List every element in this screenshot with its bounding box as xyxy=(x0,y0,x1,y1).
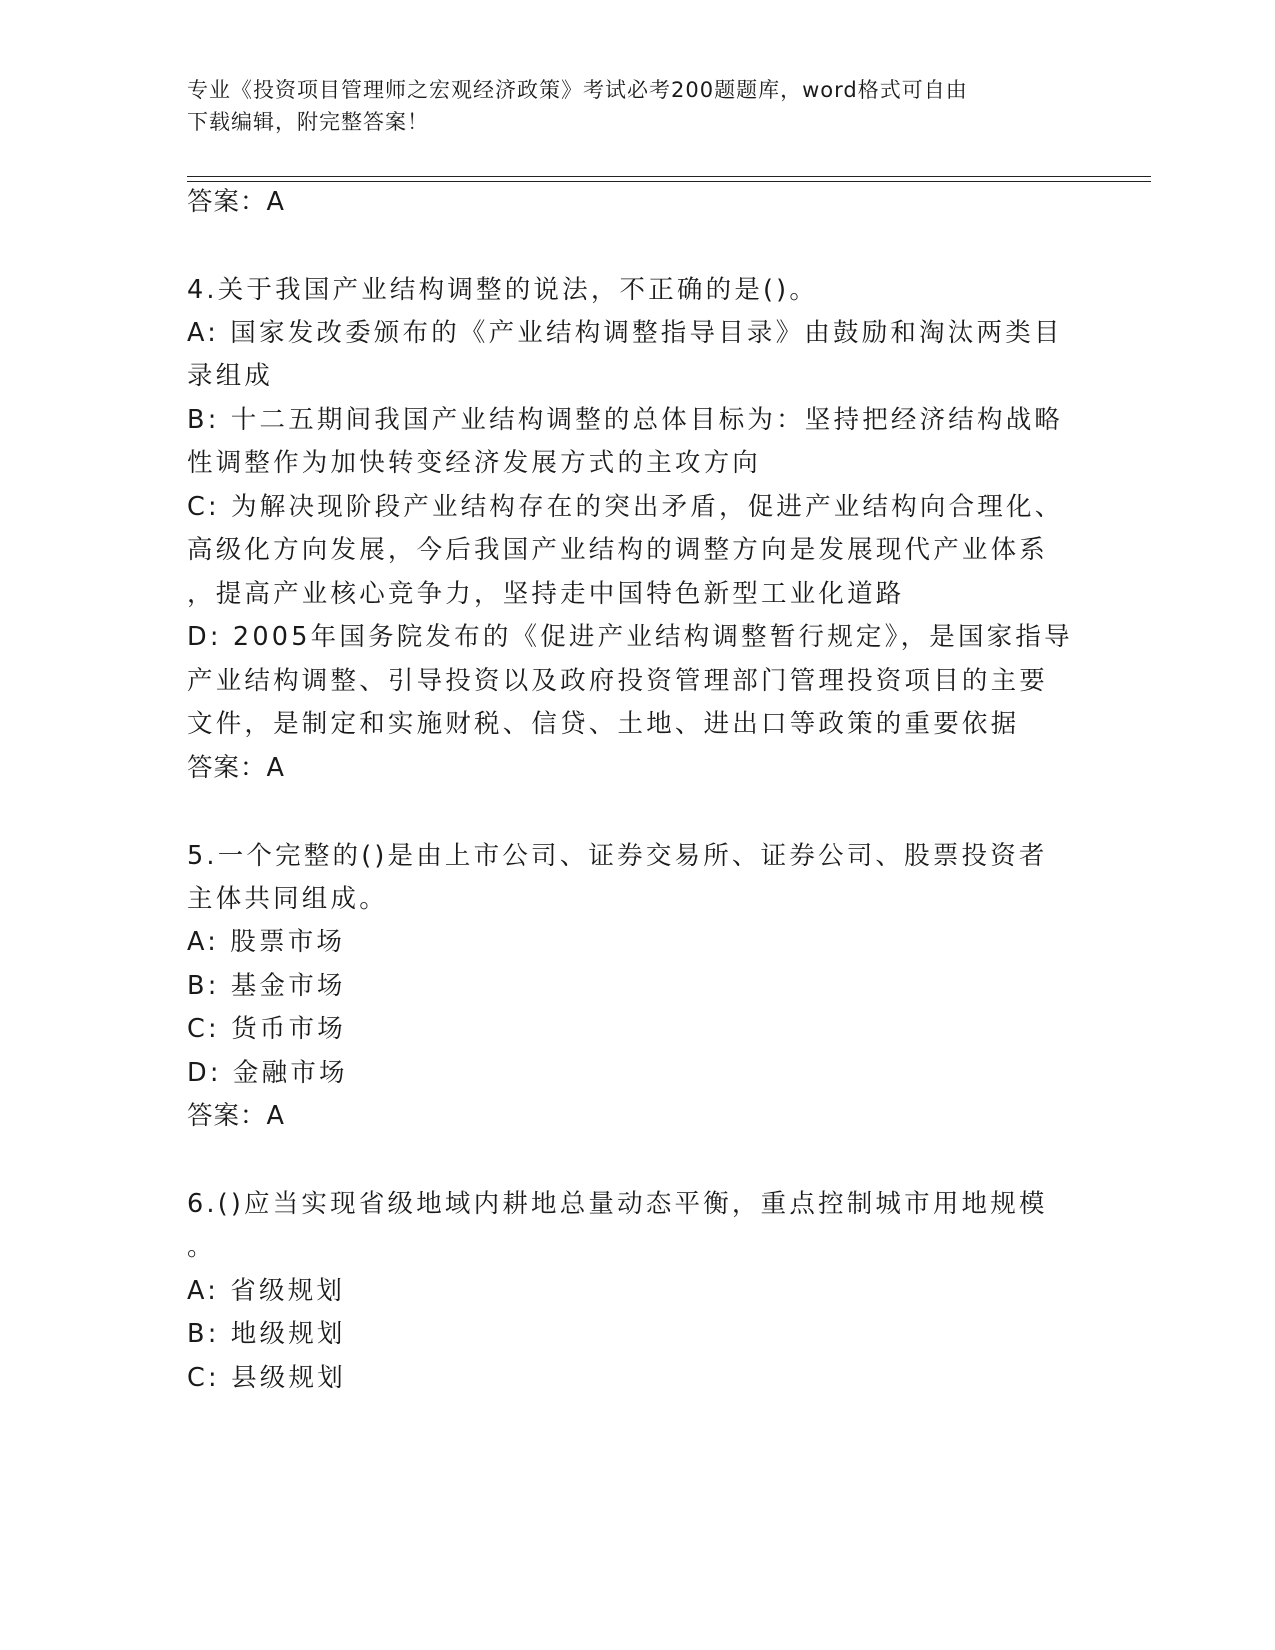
question-4-option-b: B: 十二五期间我国产业结构调整的总体目标为：坚持把经济结构战略 xyxy=(187,405,1064,435)
document-header xyxy=(187,74,1087,138)
question-5-stem: 5.一个完整的()是由上市公司、证券交易所、证券公司、股票投资者 xyxy=(187,841,1048,871)
question-6-option-c: C: 县级规划 xyxy=(187,1363,346,1393)
header-line-2: 下载编辑，附完整答案！ xyxy=(187,110,429,134)
question-4-option-d-cont: 产业结构调整、引导投资以及政府投资管理部门管理投资项目的主要 xyxy=(187,666,1049,696)
question-5-stem-cont: 主体共同组成。 xyxy=(187,884,388,914)
question-5-answer: 答案：A xyxy=(187,1101,285,1131)
question-4-option-c: C: 为解决现阶段产业结构存在的突出矛盾，促进产业结构向合理化、 xyxy=(187,492,1064,522)
question-6-stem: 6.()应当实现省级地域内耕地总量动态平衡，重点控制城市用地规模 xyxy=(187,1189,1048,1219)
question-6-option-b: B: 地级规划 xyxy=(187,1319,346,1349)
question-4-option-c-cont: ，提高产业核心竞争力，坚持走中国特色新型工业化道路 xyxy=(187,579,905,609)
question-5-option-a: A: 股票市场 xyxy=(187,927,346,957)
question-4-option-a: A: 国家发改委颁布的《产业结构调整指导目录》由鼓励和淘汰两类目 xyxy=(187,318,1063,348)
question-4-option-c-cont: 高级化方向发展，今后我国产业结构的调整方向是发展现代产业体系 xyxy=(187,535,1049,565)
question-4-stem: 4.关于我国产业结构调整的说法，不正确的是()。 xyxy=(187,275,819,305)
question-4-answer: 答案：A xyxy=(187,753,285,783)
header-line-1: 专业《投资项目管理师之宏观经济政策》考试必考200题题库，word格式可自由 xyxy=(187,78,968,102)
question-4-option-a-cont: 录组成 xyxy=(187,361,274,391)
question-6-stem-cont: 。 xyxy=(187,1232,216,1262)
answer-label: 答案：A xyxy=(187,187,285,217)
question-4-option-d: D: 2005年国务院发布的《促进产业结构调整暂行规定》，是国家指导 xyxy=(187,622,1073,652)
question-4-option-d-cont: 文件，是制定和实施财税、信贷、土地、进出口等政策的重要依据 xyxy=(187,709,1020,739)
header-divider-top xyxy=(187,176,1151,177)
question-4-option-b-cont: 性调整作为加快转变经济发展方式的主攻方向 xyxy=(187,448,762,478)
question-5-option-d: D: 金融市场 xyxy=(187,1058,348,1088)
question-5-option-c: C: 货币市场 xyxy=(187,1014,346,1044)
question-6-option-a: A: 省级规划 xyxy=(187,1276,346,1306)
question-5-option-b: B: 基金市场 xyxy=(187,971,346,1001)
header-divider-bottom xyxy=(187,181,1151,182)
